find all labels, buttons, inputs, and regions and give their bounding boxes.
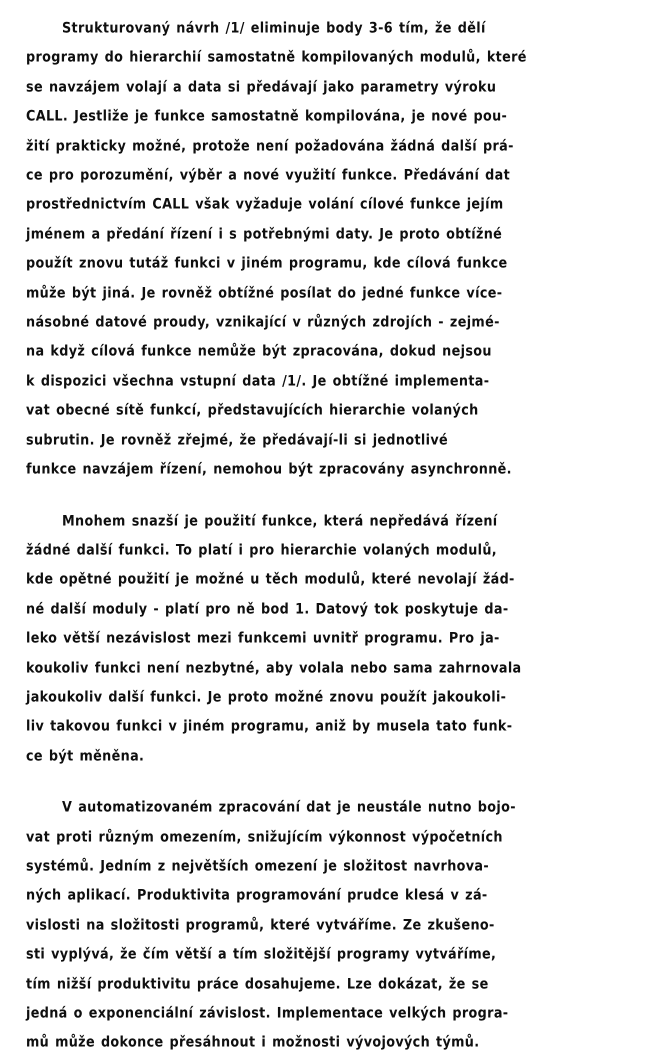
text-line: leko větší nezávislost mezi funkcemi uvnitř programu. Pro ja- <box>26 630 500 647</box>
text-line: se navzájem volají a data si předávají jako parametry výroku <box>26 78 497 96</box>
text-line: žití prakticky možné, protože není požadována žádná další prá- <box>26 137 514 155</box>
text-line: jakoukoliv další funkci. Je proto možné znovu použít jakoukoli- <box>26 689 507 706</box>
text-line: jedná o exponenciální závislost. Implementace velkých progra- <box>26 1005 509 1022</box>
text-line: V automatizovaném zpracování dat je neustále nutno bojo- <box>62 799 516 816</box>
text-line: subrutin. Je rovněž zřejmé, že předávají-li si jednotlivé <box>26 431 449 449</box>
text-line: jménem a předání řízení i s potřebnými daty. Je proto obtížné <box>26 225 503 243</box>
text-line: funkce navzájem řízení, nemohou být zpracovány asynchronně. <box>26 461 512 478</box>
text-line: vat proti různým omezením, snižujícím výkonnost výpočetních <box>26 828 503 846</box>
text-line: programy do hierarchií samostatně kompilovaných modulů, které <box>26 49 527 66</box>
text-line: může být jiná. Je rovněž obtížné posílat do jedné funkce více- <box>26 284 503 302</box>
text-line: žádné další funkci. To platí i pro hierarchie volaných modulů, <box>26 542 497 559</box>
paragraph-1 <box>26 14 630 485</box>
text-line: Mnohem snazší je použití funkce, která nepředává řízení <box>62 512 498 529</box>
text-line: vislosti na složitosti programů, které vytváříme. Ze zkušeno- <box>26 916 495 934</box>
paragraph-2 <box>26 507 630 772</box>
text-line: mů může dokonce přesáhnout i možnosti vývojových týmů. <box>26 1034 480 1051</box>
text-line: použít znovu tutáž funkci v jiném programu, kde cílová funkce <box>26 255 508 272</box>
paragraph-3 <box>26 793 630 1058</box>
text-line: násobné datové proudy, vznikající v různých zdrojích - zejmé- <box>26 314 500 331</box>
text-line: ných aplikací. Produktivita programování prudce klesá v zá- <box>26 887 488 904</box>
text-line: CALL. Jestliže je funkce samostatně kompilována, je nové pou- <box>26 108 508 125</box>
text-line: ce být měněna. <box>26 747 145 765</box>
text-line: sti vyplývá, že čím větší a tím složitější programy vytváříme, <box>26 946 497 963</box>
text-line: tím nižší produktivitu práce dosahujeme. Lze dokázat, že se <box>26 975 489 993</box>
text-line: k dispozici všechna vstupní data /1/. Je obtížné implementa- <box>26 372 490 390</box>
text-line: né další moduly - platí pro ně bod 1. Datový tok poskytuje da- <box>26 600 509 618</box>
text-line: Strukturovaný návrh /1/ eliminuje body 3-6 tím, že dělí <box>62 20 486 37</box>
text-line: kde opětné použití je možné u těch modulů, které nevolají žád- <box>26 571 515 588</box>
text-line: vat obecné sítě funkcí, představujících hierarchie volaných <box>26 402 479 419</box>
text-line: koukoliv funkci není nezbytné, aby volala nebo sama zahrnovala <box>26 659 522 676</box>
text-line: liv takovou funkci v jiném programu, aniž by musela tato funk- <box>26 718 513 735</box>
text-line: prostřednictvím CALL však vyžaduje volání cílové funkce jejím <box>26 196 504 213</box>
text-line: systémů. Jedním z největších omezení je složitost navrhova- <box>26 858 490 875</box>
text-line: ce pro porozumění, výběr a nové využití funkce. Předávání dat <box>26 167 511 184</box>
text-line: na když cílová funkce nemůže být zpracována, dokud nejsou <box>26 343 492 360</box>
